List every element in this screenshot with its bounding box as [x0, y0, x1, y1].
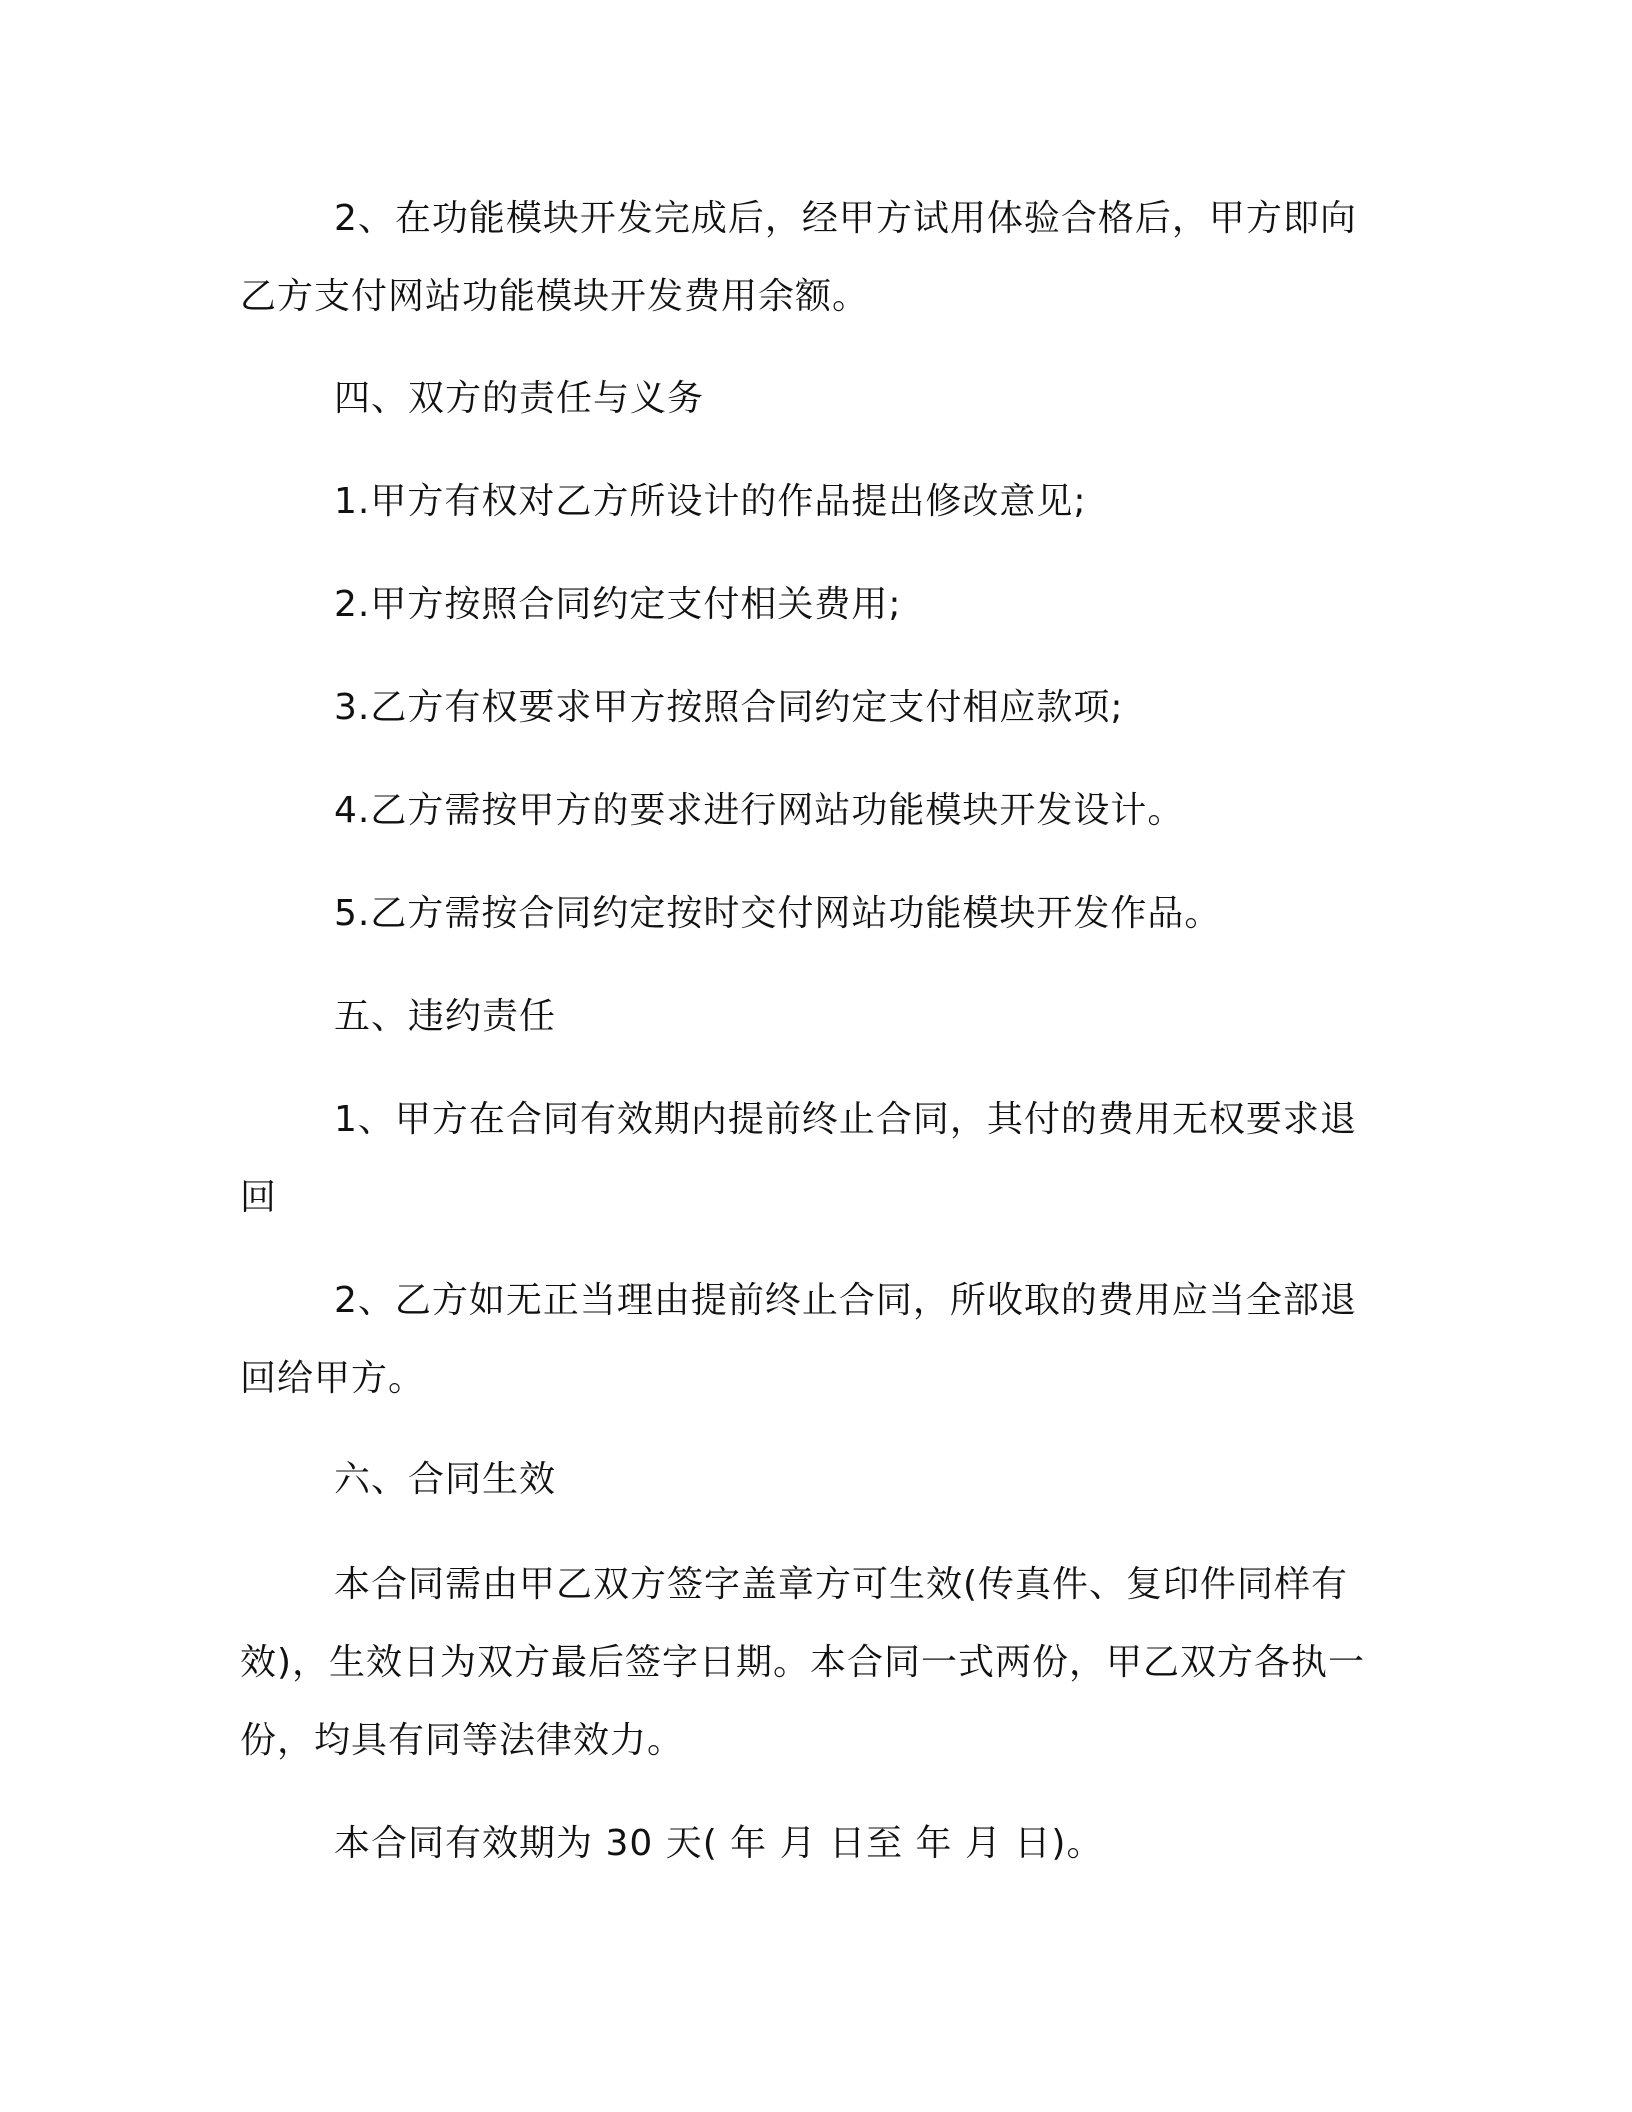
- paragraph-responsibility-5: 5.乙方需按合同约定按时交付网站功能模块开发作品。: [334, 893, 1222, 934]
- paragraph-validity-period: 本合同有效期为 30 天( 年 月 日至 年 月 日)。: [334, 1823, 1104, 1864]
- paragraph-breach-2: 2、乙方如无正当理由提前终止合同，所收取的费用应当全部退回给甲方。: [240, 1280, 1357, 1399]
- paragraph-effectiveness: 本合同需由甲乙双方签字盖章方可生效(传真件、复印件同样有效)，生效日为双方最后签字日期。本合同一式两份，甲乙双方各执一份，均具有同等法律效力。: [240, 1564, 1366, 1761]
- section-heading-effectiveness: 六、合同生效: [334, 1459, 557, 1500]
- paragraph-responsibility-1: 1.甲方有权对乙方所设计的作品提出修改意见;: [334, 481, 1087, 522]
- paragraph-payment-balance: 2、在功能模块开发完成后，经甲方试用体验合格后，甲方即向乙方支付网站功能模块开发费用余额。: [240, 198, 1357, 317]
- paragraph-responsibility-3: 3.乙方有权要求甲方按照合同约定支付相应款项;: [334, 687, 1124, 728]
- paragraph-breach-1: 1、甲方在合同有效期内提前终止合同，其付的费用无权要求退回: [240, 1099, 1357, 1218]
- section-heading-breach: 五、违约责任: [334, 996, 557, 1037]
- section-heading-responsibilities: 四、双方的责任与义务: [334, 378, 705, 419]
- paragraph-responsibility-4: 4.乙方需按甲方的要求进行网站功能模块开发设计。: [334, 790, 1185, 831]
- paragraph-responsibility-2: 2.甲方按照合同约定支付相关费用;: [334, 584, 902, 625]
